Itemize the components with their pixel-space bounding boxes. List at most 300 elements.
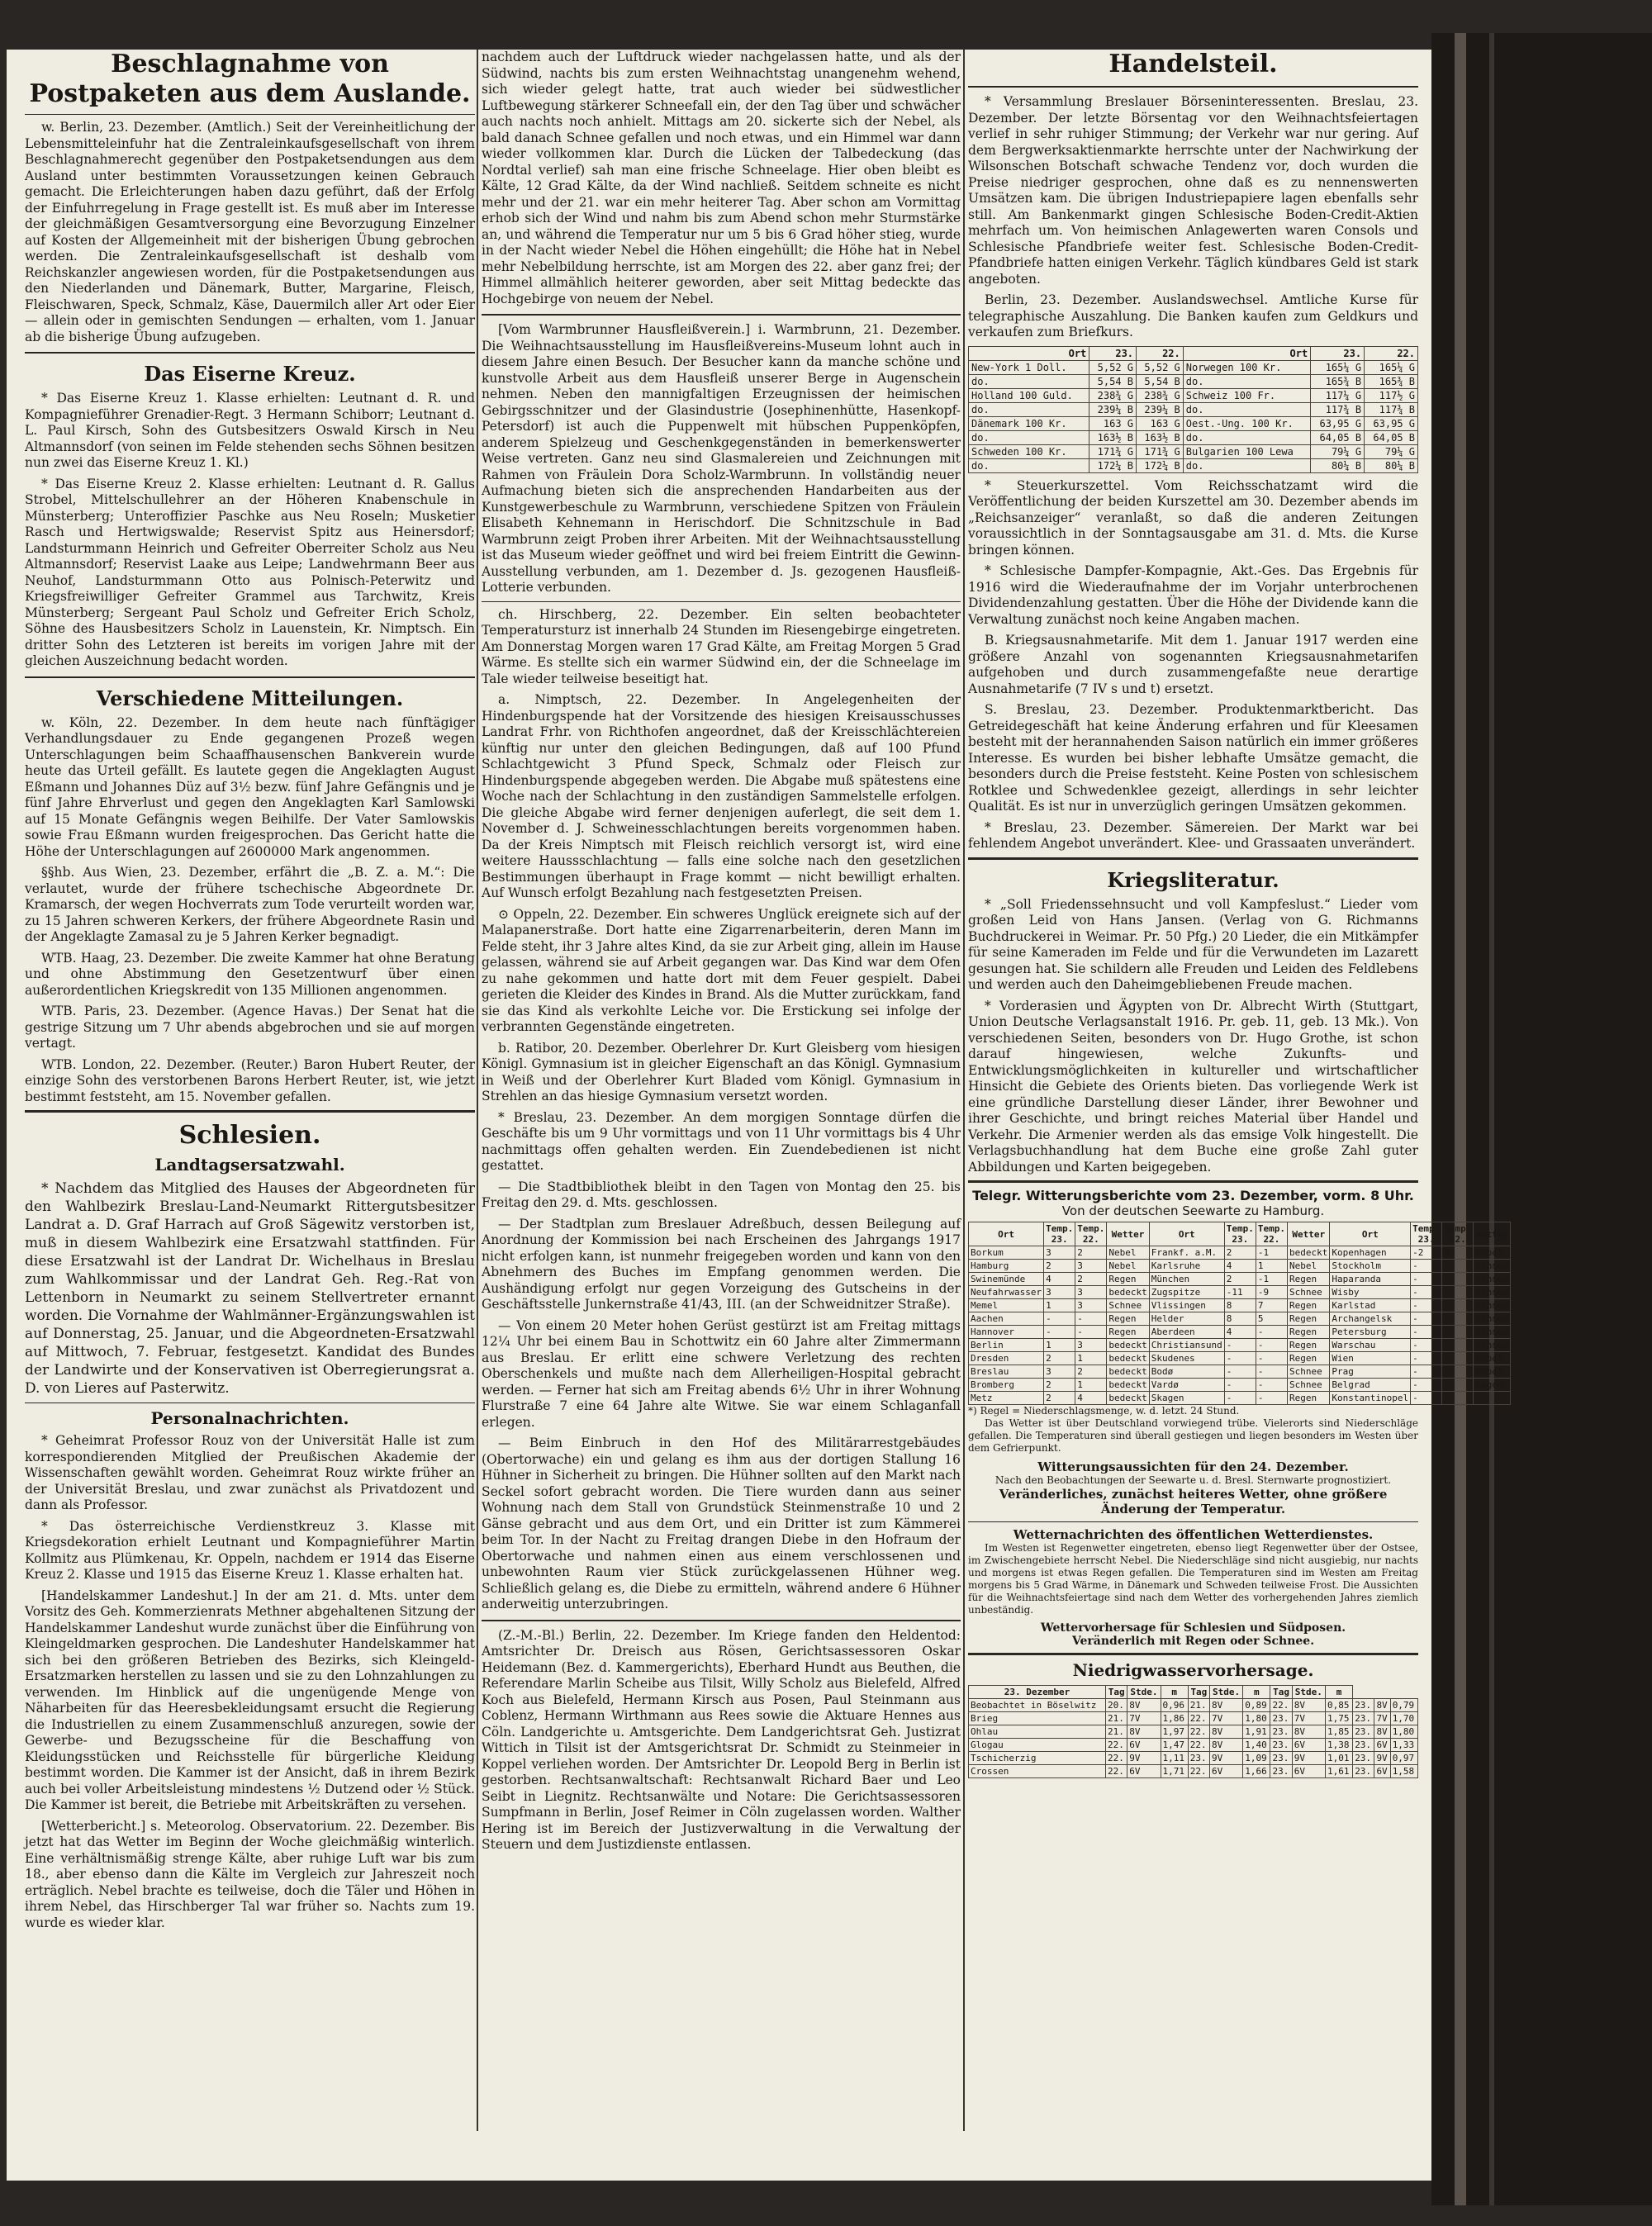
table-cell: 23. bbox=[1270, 1765, 1292, 1778]
table-cell: 64,05 B bbox=[1311, 430, 1365, 444]
table-cell: Aberdeen bbox=[1149, 1326, 1224, 1339]
table-cell: 1,91 bbox=[1243, 1725, 1270, 1739]
table-header-cell: Stde. bbox=[1127, 1686, 1161, 1699]
table-cell: Schweiz 100 Fr. bbox=[1183, 388, 1310, 402]
article-haag: WTB. Haag, 23. Dezember. Die zweite Kammer hat ohne Beratung und ohne Abstimmung den Gesetzentwurf über einen außerordentlichen Kriegskredit von 135 Millionen angenommen. bbox=[25, 950, 475, 998]
table-cell: 4 bbox=[1224, 1326, 1256, 1339]
table-cell: 5,54 B bbox=[1089, 374, 1137, 388]
table-header-cell: Stde. bbox=[1292, 1686, 1325, 1699]
table-cell: 80¼ B bbox=[1365, 458, 1418, 472]
table-cell: Schnee bbox=[1288, 1365, 1330, 1379]
table-cell: 5,54 B bbox=[1137, 374, 1184, 388]
headline-schlesien: Schlesien. bbox=[178, 1121, 321, 1150]
table-header-cell: Wetter bbox=[1107, 1222, 1149, 1246]
table-row bbox=[969, 458, 1418, 472]
table-cell: Schnee bbox=[1474, 1260, 1511, 1273]
table-cell: -9 bbox=[1256, 1286, 1287, 1299]
article-kreuz-2: * Das Eiserne Kreuz 2. Klasse erhielten: Leutnant d. R. Gallus Strobel, Mittelschullehrer an der Höheren Knabenschule in Münsterberg; Unteroffizier Paschke aus Neu Roseln; Musketier Rasch und Hertwigswalde; Reservist Spitz aus Heinersdorf; Landsturmmann Heinrich und Gefreiter Oberreiter Scholz aus Neu Altmannsdorf; Reservist Laake aus Leipe; Landwehrmann Beer aus Neuhof, Landsturmmann Otto aus Polnisch-Peterwitz und Kriegsfreiwilliger Gefreiter Grammel aus Tarchwitz, Kreis Münsterberg; Sergeant Paul Scholz und Gefreiter Erich Scholz, Söhne des Hausbesitzers Scholz in Lauenstein, Kr. Nimptsch. Ein dritter Sohn des Letzteren ist bereits im vorigen Jahre mit der gleichen Auszeichnung bedacht worden. bbox=[25, 476, 475, 668]
table-cell: Regen bbox=[1288, 1312, 1330, 1326]
table-header-cell: Temp. 23. bbox=[1411, 1222, 1442, 1246]
table-cell: Dänemark 100 Kr. bbox=[969, 416, 1089, 430]
table-cell: 23. bbox=[1270, 1712, 1292, 1725]
weather-official-title: Wetternachrichten des öffentlichen Wetterdienstes. bbox=[1013, 1527, 1374, 1542]
table-header-cell: Wetter bbox=[1474, 1222, 1511, 1246]
table-cell: - bbox=[1442, 1352, 1474, 1365]
table-cell: bedeckt bbox=[1107, 1286, 1149, 1299]
table-cell: Regen bbox=[1288, 1299, 1330, 1312]
table-row bbox=[969, 1365, 1511, 1379]
table-header-cell: Stde. bbox=[1210, 1686, 1243, 1699]
table-cell: 21. bbox=[1106, 1712, 1127, 1725]
table-cell: 117¼ G bbox=[1311, 388, 1365, 402]
table-header-cell: Temp. 23. bbox=[1044, 1222, 1075, 1246]
article-krieg-2: * Vorderasien und Ägypten von Dr. Albrecht Wirth (Stuttgart, Union Deutsche Verlagsanstalt 1916. Pr. geb. 11, geb. 13 Mk.). Von verschiedenen Seiten, besonders von Dr. Hugo Grothe, ist schon darauf hingewiesen, welche Zukunfts- und Entwicklungsmöglichkeiten in kultureller und wirtschaftlicher Hinsicht die Gebiete des Orients bieten. Das vorliegende Werk ist eine gründliche Darstellung dieser Länder, ihrer Bewohner und ihrer Geschichte, und bringt reiches Material über Handel und Verkehr. Die Armenier werden als das emsige Volk hingestellt. Die Verlagsbuchhandlung hat dem Buche eine große Zahl guter Abbildungen und Karten beigegeben. bbox=[968, 998, 1418, 1175]
article-dampfer: * Schlesische Dampfer-Kompagnie, Akt.-Ges. Das Ergebnis für 1916 wird die Wiederaufnahme der im Vorjahr unterbrochenen Dividendenzahlung gestatten. Über die Höhe der Dividende kann die Verwaltung zunächst noch keine Angaben machen. bbox=[968, 563, 1418, 627]
table-row bbox=[969, 416, 1418, 430]
table-header-cell: Tag bbox=[1270, 1686, 1292, 1699]
table-cell: Wien bbox=[1330, 1352, 1411, 1365]
table-row bbox=[969, 402, 1418, 416]
table-cell: Regen bbox=[1288, 1273, 1330, 1286]
table-cell: 23. bbox=[1353, 1752, 1374, 1765]
table-row bbox=[969, 1379, 1511, 1392]
table-cell: 8V bbox=[1292, 1699, 1325, 1712]
table-cell: - bbox=[1474, 1392, 1511, 1405]
article-kreuz-1: * Das Eiserne Kreuz 1. Klasse erhielten: Leutnant d. R. und Kompagnieführer Grenadier-Regt. 3 Hermann Schiborr; Leutnant d. L. Paul Kirsch, Sohn des Gutsbesitzers Oswald Kirsch in Neu Altmannsdorf (von seinen im Felde stehenden sechs Söhnen besitzen nun zwei das Eiserne Kreuz 1. Kl.) bbox=[25, 391, 475, 470]
table-cell: 8V bbox=[1210, 1739, 1243, 1752]
table-cell: 2 bbox=[1044, 1379, 1075, 1392]
table-cell: 3 bbox=[1075, 1260, 1107, 1273]
headline-kriegsliteratur: Kriegsliteratur. bbox=[1107, 867, 1279, 892]
table-header-cell: 23. Dezember bbox=[969, 1686, 1106, 1699]
table-cell: Warschau bbox=[1330, 1339, 1411, 1352]
table-header-cell: Temp. 22. bbox=[1075, 1222, 1107, 1246]
table-cell: Ohlau bbox=[969, 1725, 1106, 1739]
article-justiz: (Z.-M.-Bl.) Berlin, 22. Dezember. Im Kriege fanden den Heldentod: Amtsrichter Dr. Dreisch aus Rösen, Gerichtsassessoren Oskar Heidemann (Bez. d. Kammergerichts), Eberhard Hundt aus Beuthen, die Referendare Marlin Scheibe aus Tilsit, Willy Scholz aus Bielefeld, Alfred Koch aus Bielefeld, Hermann Kirsch aus Posen, Paul Steinmann aus Coblenz, Hermann Wirthmann aus Rees sowie die Aktuare Hennes aus Cöln. Landgerichte u. Amtsgerichte. Dem Landgerichtsrat Geh. Justizrat Wittich in Tilsit ist der Amtsgerichtsrat Dr. Schmidt zu Steinmeier in Koppel verliehen worden. Der Amtsrichter Dr. Leopold Berg in Berlin ist gestorben. Rechtsanwaltschaft: Rechtsanwalt Richard Baer und Leo Seibt in Liegnitz. Rechtsanwälte und Notare: Die Gerichtsassessoren Sumpfmann in Berlin, Josef Reimer in Cöln zugelassen worden. Walther Hering ist im Bereich der Justizverwaltung in die Verwaltung der Steuern und dem Justizdienste entlassen. bbox=[482, 1627, 961, 1852]
table-cell: - bbox=[1411, 1326, 1442, 1339]
table-cell: - bbox=[1256, 1339, 1287, 1352]
table-row bbox=[969, 1725, 1418, 1739]
table-cell: Schnee bbox=[1474, 1273, 1511, 1286]
table-cell: Nebel bbox=[1474, 1352, 1511, 1365]
table-cell: Bulgarien 100 Lewa bbox=[1183, 444, 1310, 458]
table-cell: 22. bbox=[1270, 1699, 1292, 1712]
table-cell: 117¾ B bbox=[1311, 402, 1365, 416]
table-cell: Schnee bbox=[1474, 1312, 1511, 1326]
table-cell: Bodø bbox=[1149, 1365, 1224, 1379]
article-koeln: w. Köln, 22. Dezember. In dem heute nach fünftägiger Verhandlungsdauer zu Ende gegangenen Prozeß wegen Unterschlagungen beim Schaaffhausenschen Bankverein wurde heute das Urteil gefällt. Es lautete gegen die Angeklagten August Eßmann und Johannes Düz auf 3½ bezw. fünf Jahre Gefängnis und je fünf Jahre Ehrverlust und gegen den Angeklagten Karl Samlowski auf 15 Monate Gefängnis wegen Beihilfe. Der Vater Samlowskis sowie Frau Eßmann wurden freigesprochen. Das Gericht hatte die Höhe der Unterschlagungen auf 2600000 Mark angenommen. bbox=[25, 714, 475, 859]
weather-outlook: Veränderliches, zunächst heiteres Wetter, ohne größere Änderung der Temperatur. bbox=[999, 1487, 1388, 1516]
table-cell: 2 bbox=[1224, 1273, 1256, 1286]
table-header-cell: 23. bbox=[1311, 346, 1365, 360]
table-cell: 1 bbox=[1044, 1299, 1075, 1312]
table-cell: Dresden bbox=[969, 1352, 1044, 1365]
table-cell: Belgrad bbox=[1330, 1379, 1411, 1392]
table-cell: 2 bbox=[1044, 1260, 1075, 1273]
table-cell: Brieg bbox=[969, 1712, 1106, 1725]
table-cell: Zugspitze bbox=[1149, 1286, 1224, 1299]
table-cell: Helder bbox=[1149, 1312, 1224, 1326]
table-cell: 22. bbox=[1106, 1739, 1127, 1752]
table-cell: - bbox=[1442, 1260, 1474, 1273]
table-cell: - bbox=[1411, 1365, 1442, 1379]
table-cell: Bromberg bbox=[969, 1379, 1044, 1392]
table-cell: 1,80 bbox=[1243, 1712, 1270, 1725]
table-cell: 117½ G bbox=[1365, 388, 1418, 402]
table-cell: Schnee bbox=[1474, 1326, 1511, 1339]
table-cell: Petersburg bbox=[1330, 1326, 1411, 1339]
article-hirschberg: ch. Hirschberg, 22. Dezember. Ein selten beobachteter Temperatursturz ist innerhalb 24 Stunden im Riesengebirge eingetreten. Am Donnerstag Morgen waren 17 Grad Kälte, am Freitag Morgen 5 Grad Wärme. Es stellte sich ein warmer Südwind ein, der die Schneelage im Tale wieder teilweise beseitigt hat. bbox=[482, 606, 961, 686]
water-table bbox=[968, 1685, 1418, 1778]
table-cell: 8 bbox=[1224, 1299, 1256, 1312]
table-cell: Konstantinopel bbox=[1330, 1392, 1411, 1405]
table-cell: Regen bbox=[1288, 1339, 1330, 1352]
table-cell: 1,40 bbox=[1243, 1739, 1270, 1752]
table-cell: Christiansund bbox=[1149, 1339, 1224, 1352]
table-row bbox=[969, 1392, 1511, 1405]
article-breslau-1: * Breslau, 23. Dezember. An dem morgigen Sonntage dürfen die Geschäfte bis um 9 Uhr vormittags und von 11 Uhr vormittags bis 4 Uhr nachmittags offen gehalten werden. Ein Zuendebedienen ist nicht gestattet. bbox=[482, 1109, 961, 1173]
table-cell: Schnee bbox=[1474, 1286, 1511, 1299]
table-cell: bedeckt bbox=[1107, 1379, 1149, 1392]
table-cell: 165¾ B bbox=[1311, 374, 1365, 388]
table-cell: 7V bbox=[1127, 1712, 1161, 1725]
table-cell: Hamburg bbox=[969, 1260, 1044, 1273]
table-cell: -1 bbox=[1256, 1246, 1287, 1260]
table-cell: 1,71 bbox=[1161, 1765, 1188, 1778]
table-cell: 22. bbox=[1188, 1739, 1209, 1752]
table-row bbox=[969, 1312, 1511, 1326]
table-cell: 171¾ G bbox=[1137, 444, 1184, 458]
article-warmbrunn: [Vom Warmbrunner Hausfleißverein.] i. Warmbrunn, 21. Dezember. Die Weihnachtsausstellung im Hausfleißvereins-Museum lohnt auch in diesem Jahre einen Besuch. Der Besucher kann da manche schöne und kunstvolle Arbeit aus dem Hausfleiß unserer Berge in Augenschein nehmen. Neben den mannigfaltigen Erzeugnissen der heimischen Gebirgsschnitzer und der Glasindustrie (Josephinenhütte, Hasenkopf-Petersdorf) ist auch die Puppenwelt mit hübschen Puppenköpfen, anderem Spielzeug und Geschenkgegenständen in bemerkenswerter Weise vertreten. Ganz neu sind Glasmalereien und Zeichnungen mit Rahmen von Fräulein Dora Scholz-Warmbrunn. In vollständig neuer Aufmachung bieten sich die ansprechenden Handarbeiten aus der Kunstgewerbeschule zu Warmbrunn, verschiedene Spitzen von Fräulein Elisabeth Kehnemann in Herischdorf. Die Schnitzschule in Bad Warmbrunn zeigt Proben ihrer Arbeiten. Mit der Weihnachtsausstellung ist das Museum wieder geöffnet und wird bei freiem Eintritt die Gewinn-Ausstellung verbunden, am 1. Dezember d. Js. gezogenen Hausfleiß-Lotterie verbunden. bbox=[482, 322, 961, 595]
table-cell: 1,58 bbox=[1390, 1765, 1417, 1778]
table-cell: 3 bbox=[1075, 1299, 1107, 1312]
table-cell: Metz bbox=[969, 1392, 1044, 1405]
table-cell: 2 bbox=[1044, 1352, 1075, 1365]
table-cell: - bbox=[1411, 1312, 1442, 1326]
article-personal-1: * Geheimrat Professor Rouz von der Universität Halle ist zum korrespondierenden Mitglied der Preußischen Akademie der Wissenschaften gewählt worden. Geheimrat Rouz wirkte früher an der Universität Breslau, und zwar zunächst als Privatdozent und dann als Professor. bbox=[25, 1433, 475, 1512]
table-cell: - bbox=[1442, 1299, 1474, 1312]
article-boerse: * Versammlung Breslauer Börseninteressenten. Breslau, 23. Dezember. Der letzte Börsentag vor den Weihnachtsfeiertagen verlief in sehr ruhiger Stimmung; der Verkehr war nur gering. Auf dem Bergwerksaktienmarkte herrschte unter der Nachwirkung der Wilsonschen Botschaft schwache Tendenz vor, doch wurden die Preise niedriger gesprochen, ohne daß es zu nennenswerten Umsätzen kam. Die übrigen Industriepapiere lagen ebenfalls sehr still. Am Bankenmarkt gingen Schlesische Boden-Credit-Aktien mehrfach um. Von heimischen Anlagewerten waren Consols und Schlesische Pfandbriefe weiter fest. Schlesische Boden-Credit-Pfandbriefe hatten einigen Verkehr. Täglich kündbares Geld ist stark angeboten. bbox=[968, 94, 1418, 287]
article-ratibor: b. Ratibor, 20. Dezember. Oberlehrer Dr. Kurt Gleisberg vom hiesigen Königl. Gymnasium ist in gleicher Eigenschaft an das Königl. Gymnasium in Weiß und der Oberlehrer Kurt Bladed vom Königl. Gymnasium in Strehlen an das hiesige Gymnasium versetzt worden. bbox=[482, 1040, 961, 1104]
table-cell: Schnee bbox=[1474, 1339, 1511, 1352]
table-cell: 8V bbox=[1210, 1699, 1243, 1712]
table-cell: do. bbox=[1183, 458, 1310, 472]
table-row bbox=[969, 360, 1418, 374]
table-cell: Regen bbox=[1288, 1326, 1330, 1339]
table-cell: 1 bbox=[1075, 1379, 1107, 1392]
table-row bbox=[969, 1712, 1418, 1725]
headline-landtagsersatzwahl: Landtagsersatzwahl. bbox=[154, 1155, 345, 1175]
table-cell: 22. bbox=[1106, 1752, 1127, 1765]
table-cell: 23. bbox=[1270, 1739, 1292, 1752]
table-cell: 1,80 bbox=[1390, 1725, 1417, 1739]
table-cell: 8V bbox=[1127, 1725, 1161, 1739]
table-cell: 2 bbox=[1075, 1273, 1107, 1286]
table-cell: - bbox=[1256, 1392, 1287, 1405]
table-cell: - bbox=[1044, 1312, 1075, 1326]
table-cell: 7V bbox=[1292, 1712, 1325, 1725]
table-cell: 1 bbox=[1256, 1260, 1287, 1273]
table-cell: - bbox=[1256, 1379, 1287, 1392]
table-cell: 1,75 bbox=[1325, 1712, 1352, 1725]
table-header-cell: Ort bbox=[1149, 1222, 1224, 1246]
table-cell: Vlissingen bbox=[1149, 1299, 1224, 1312]
table-header-row bbox=[969, 1686, 1418, 1699]
weather-table bbox=[968, 1222, 1511, 1405]
weather-title: Telegr. Witterungsberichte vom 23. Dezember, vorm. 8 Uhr. bbox=[972, 1188, 1414, 1203]
table-cell: 117¾ B bbox=[1365, 402, 1418, 416]
table-row bbox=[969, 430, 1418, 444]
headline-niedrigwasser: Niedrigwasservorhersage. bbox=[1072, 1660, 1314, 1680]
table-cell: Regen bbox=[1474, 1379, 1511, 1392]
table-cell: 6V bbox=[1292, 1739, 1325, 1752]
table-cell: bedeckt bbox=[1107, 1392, 1149, 1405]
table-cell: 7V bbox=[1374, 1712, 1390, 1725]
table-cell: 3 bbox=[1044, 1365, 1075, 1379]
table-cell: 1 bbox=[1044, 1339, 1075, 1352]
headline-mitteilungen: Verschiedene Mitteilungen. bbox=[96, 686, 404, 710]
article-wetter-cont: nachdem auch der Luftdruck wieder nachgelassen hatte, und als der Südwind, nachts bis zum ersten Weihnachtstag unangenehm wehend, sich wieder gelegt hatte, trat auch wieder bei südwestlicher Luftbewegung stärkerer Schneefall ein, der den Tag über und schwächer auch nachts noch anhielt. Mittags am 20. sickerte sich der Nebel, als bald danach Schnee gefallen und noch etwas, und ein Himmel war dann wieder vollkommen klar. Durch die Lücken der Talbedeckung (das Nordtal verlief) sah man eine frische Schneelage. Hier oben bleibt es Kälte, 12 Grad Kälte, da der Wind nachließ. Seitdem schneite es nicht mehr und der 21. war ein mehr heiterer Tag. Aber schon am Vormittag erhob sich der Wind und nahm bis zum Abend schon mehr Sturmstärke an, und während die Temperatur nur um 5 bis 6 Grad höher stieg, wurde in der Nacht wieder Nebel die Höhen eingehüllt; die Höhe hat in Nebel mehr Nebelbildung herrschte, ist am Morgen des 22. aber ganz frei; der Himmel allmählich heiterer geworden, aber seit Mittag bedeckte das Hochgebirge von neuem der Nebel. bbox=[482, 50, 961, 306]
table-cell: - bbox=[1256, 1352, 1287, 1365]
table-cell: 7 bbox=[1256, 1299, 1287, 1312]
column-rule bbox=[963, 50, 965, 2131]
article-nimptsch: a. Nimptsch, 22. Dezember. In Angelegenheiten der Hindenburgspende hat der Vorsitzende des hiesigen Kreisausschusses Landrat Frhr. von Richthofen angeordnet, daß der Kreisschlächtereien künftig nur unter den gleichen Bedingungen, daß auf 100 Pfund Schlachtgewicht 3 Pfund Speck, Schmalz oder Fleisch zur Hindenburgspende abgegeben werden. Die Abgabe muß spätestens eine Woche nach der Schlachtung in den zuständigen Sammelstelle erfolgen. Die gleiche Abgabe wird ferner denjenigen auferlegt, die seit dem 1. November d. J. Schweinesschlachtungen bereits vorgenommen haben. Da der Kreis Nimptsch mit Fleisch reichlich versorgt ist, wird eine weitere Haussschlachtung — falls eine solche nach den gesetzlichen Bestimmungen überhaupt in Frage kommt — nicht bewilligt erhalten. Auf Wunsch erfolgt Bezahlung nach festgesetzten Preisen. bbox=[482, 692, 961, 900]
table-cell: do. bbox=[1183, 430, 1310, 444]
table-cell: Nebel bbox=[1107, 1260, 1149, 1273]
article-personal-2: * Das österreichische Verdienstkreuz 3. Klasse mit Kriegsdekoration erhielt Leutnant und Kompagnieführer Martin Kollmitz aus Plümkenau, Kr. Oppeln, nachdem er 1914 das Eiserne Kreuz 2. Klasse und 1915 das Eiserne Kreuz 1. Klasse erhalten hat. bbox=[25, 1518, 475, 1582]
article-breslau-3: — Der Stadtplan zum Breslauer Adreßbuch, dessen Beilegung auf Anordnung der Kommission bei nach Erscheinen des Jahrgangs 1917 nicht erfolgen kann, ist nunmehr freigegeben worden und kann von den Abnehmern des Buches im Empfang genommen werden. Die Aushändigung erfolgt nur gegen Vorzeigung des Gutscheins in der Geschäftsstelle Junkernstraße 41/43, III. (an der Schweidnitzer Straße). bbox=[482, 1216, 961, 1312]
table-row bbox=[969, 1752, 1418, 1765]
table-cell: 4 bbox=[1044, 1273, 1075, 1286]
table-cell: - bbox=[1411, 1392, 1442, 1405]
table-cell: Regen bbox=[1107, 1273, 1149, 1286]
table-header-cell: 22. bbox=[1137, 346, 1184, 360]
table-cell: - bbox=[1075, 1326, 1107, 1339]
table-cell: 9V bbox=[1374, 1752, 1390, 1765]
table-cell: 23. bbox=[1353, 1739, 1374, 1752]
table-row bbox=[969, 1273, 1511, 1286]
table-cell: 239¼ B bbox=[1137, 402, 1184, 416]
table-cell: 1,11 bbox=[1161, 1752, 1188, 1765]
table-row bbox=[969, 444, 1418, 458]
table-cell: 8V bbox=[1374, 1699, 1390, 1712]
table-cell: - bbox=[1411, 1352, 1442, 1365]
table-cell: 6V bbox=[1210, 1765, 1243, 1778]
table-header-cell: Temp. 23. bbox=[1224, 1222, 1256, 1246]
table-cell: - bbox=[1411, 1339, 1442, 1352]
table-cell: Neufahrwasser bbox=[969, 1286, 1044, 1299]
table-row bbox=[969, 1326, 1511, 1339]
table-cell: Crossen bbox=[969, 1765, 1106, 1778]
table-cell: - bbox=[1044, 1326, 1075, 1339]
table-cell: 4 bbox=[1224, 1260, 1256, 1273]
article-wetterbericht: [Wetterbericht.] s. Meteorolog. Observatorium. 22. Dezember. Bis jetzt hat das Wetter im Beginn der Woche gleichmäßig winterlich. Eine verhältnismäßig strenge Kälte, aber ruhige Luft war bis zum 18., aber ebenso dann die Kälte im Vergleich zur Jahreszeit noch erträglich. Nebel brachte es teilweise, doch die Täler und Höhen in ihrem Nebel, das Hirschberger Tal war früher so. Nachts zum 19. wurde es wieder klar. bbox=[25, 1818, 475, 1930]
table-cell: 1,01 bbox=[1325, 1752, 1352, 1765]
table-cell: 1,97 bbox=[1161, 1725, 1188, 1739]
table-cell: - bbox=[1442, 1273, 1474, 1286]
article-oppeln: ⊙ Oppeln, 22. Dezember. Ein schweres Unglück ereignete sich auf der Malapanerstraße. Dort hatte eine Zigarrenarbeiterin, deren Mann im Felde steht, ihr 3 Jahre altes Kind, da sie zur Arbeit ging, allein im Hause gelassen, während sie auf Arbeit gegangen war. Das Kind war dem Ofen zu nahe gekommen und hatte dort mit dem Feuer gespielt. Dabei gerieten die Kleider des Kindes in Brand. Als die Mutter zurückkam, fand sie das Kind als verkohlte Leiche vor. Die Erstickung sei infolge der verbrannten Gegenstände eingetreten. bbox=[482, 906, 961, 1034]
table-cell: 5,52 G bbox=[1137, 360, 1184, 374]
column-middle bbox=[482, 50, 961, 2131]
forecast-text: Veränderlich mit Regen oder Schnee. bbox=[1071, 1635, 1315, 1648]
table-cell: - bbox=[1224, 1365, 1256, 1379]
table-cell: Kopenhagen bbox=[1330, 1246, 1411, 1260]
table-cell: 8V bbox=[1127, 1699, 1161, 1712]
table-cell: 80¼ B bbox=[1311, 458, 1365, 472]
table-cell: - bbox=[1442, 1365, 1474, 1379]
table-cell: - bbox=[1075, 1312, 1107, 1326]
table-cell: 9V bbox=[1292, 1752, 1325, 1765]
table-cell: 2 bbox=[1075, 1365, 1107, 1379]
table-cell: 238¾ G bbox=[1137, 388, 1184, 402]
headline-personalnachrichten: Personalnachrichten. bbox=[150, 1408, 349, 1428]
table-header-cell: Wetter bbox=[1288, 1222, 1330, 1246]
table-cell: New-York 1 Doll. bbox=[969, 360, 1089, 374]
table-cell: -2 bbox=[1411, 1246, 1442, 1260]
article-kriegstarife: B. Kriegsausnahmetarife. Mit dem 1. Januar 1917 werden eine größere Anzahl von sogenannten Kriegsausnahmetarifen aufgehoben und durch zusammengefaßte neue derartige Ausnahmetarife (7 IV s und t) ersetzt. bbox=[968, 633, 1418, 696]
weather-outlook-title: Witterungsaussichten für den 24. Dezember. bbox=[1037, 1459, 1349, 1474]
table-cell: Schnee bbox=[1107, 1299, 1149, 1312]
table-cell: 23. bbox=[1270, 1752, 1292, 1765]
table-header-cell: m bbox=[1325, 1686, 1352, 1699]
table-cell: do. bbox=[1183, 374, 1310, 388]
table-cell: 21. bbox=[1106, 1725, 1127, 1739]
table-cell: do. bbox=[969, 402, 1089, 416]
table-cell: 22. bbox=[1106, 1765, 1127, 1778]
table-row bbox=[969, 1286, 1511, 1299]
table-row bbox=[969, 1339, 1511, 1352]
table-cell: - bbox=[1411, 1379, 1442, 1392]
table-row bbox=[969, 1352, 1511, 1365]
table-cell: 3 bbox=[1442, 1246, 1474, 1260]
table-cell: 64,05 B bbox=[1365, 430, 1418, 444]
table-cell: 23. bbox=[1353, 1699, 1374, 1712]
table-row bbox=[969, 374, 1418, 388]
table-cell: Prag bbox=[1330, 1365, 1411, 1379]
table-cell: 8 bbox=[1224, 1312, 1256, 1326]
table-cell: bedeckt bbox=[1107, 1365, 1149, 1379]
table-cell: 163 G bbox=[1137, 416, 1184, 430]
table-cell: - bbox=[1442, 1379, 1474, 1392]
weather-summary: Das Wetter ist über Deutschland vorwiegend trübe. Vielerorts sind Niederschläge gefallen. Die Temperaturen sind überall gestiegen und liegen besonders im Westen über dem Gefrierpunkt. bbox=[968, 1417, 1418, 1454]
table-row bbox=[969, 1699, 1418, 1712]
table-cell: Aachen bbox=[969, 1312, 1044, 1326]
table-cell: 172¼ B bbox=[1137, 458, 1184, 472]
table-cell: 239¼ B bbox=[1089, 402, 1137, 416]
table-cell: 0,89 bbox=[1243, 1699, 1270, 1712]
table-cell: 20. bbox=[1106, 1699, 1127, 1712]
table-header-cell: Ort bbox=[969, 346, 1089, 360]
table-cell: 23. bbox=[1188, 1752, 1209, 1765]
table-cell: 6V bbox=[1374, 1765, 1390, 1778]
table-header-cell: 23. bbox=[1089, 346, 1137, 360]
article-london: WTB. London, 22. Dezember. (Reuter.) Baron Hubert Reuter, der einzige Sohn des verstorbenen Barons Herbert Reuter, ist, wie jetzt bestimmt feststeht, am 15. November gefallen. bbox=[25, 1056, 475, 1104]
table-cell: -11 bbox=[1224, 1286, 1256, 1299]
table-cell: 6V bbox=[1292, 1765, 1325, 1778]
table-cell: do. bbox=[969, 374, 1089, 388]
table-cell: München bbox=[1149, 1273, 1224, 1286]
table-cell: 5,52 G bbox=[1089, 360, 1137, 374]
table-cell: 21. bbox=[1188, 1699, 1209, 1712]
table-cell: Schnee bbox=[1288, 1286, 1330, 1299]
table-cell: 6V bbox=[1374, 1739, 1390, 1752]
table-header-cell: Tag bbox=[1188, 1686, 1209, 1699]
table-cell: 1,70 bbox=[1390, 1712, 1417, 1725]
table-cell: 0,85 bbox=[1325, 1699, 1352, 1712]
table-cell: do. bbox=[1183, 402, 1310, 416]
article-saemereien: * Breslau, 23. Dezember. Sämereien. Der Markt war bei fehlendem Angebot unverändert. Klee- und Grassaaten unverändert. bbox=[968, 819, 1418, 851]
table-cell: 79¼ G bbox=[1311, 444, 1365, 458]
table-cell: 1,85 bbox=[1325, 1725, 1352, 1739]
table-header-cell: Ort bbox=[969, 1222, 1044, 1246]
table-cell: 0,79 bbox=[1390, 1699, 1417, 1712]
weather-official: Im Westen ist Regenwetter eingetreten, ebenso liegt Regenwetter über der Ostsee, im Zwischengebiete herrscht Nebel. Die Niederschläge sind nicht ausgiebig, nur nachts und morgens ist etwas Regen gefallen. Die Temperaturen sind im Westen am Freitag morgens bis 5 Grad Wärme, in Dänemark und Schweden teilweise Frost. Die Aussichten für die Weihnachtsfeiertage sind nach dem Wetter des vorhergehenden Jahres ziemlich unbeständig. bbox=[968, 1542, 1418, 1616]
article-paris: WTB. Paris, 23. Dezember. (Agence Havas.) Der Senat hat die gestrige Sitzung um 7 Uhr abends abgebrochen und sie auf morgen vertagt. bbox=[25, 1004, 475, 1051]
table-cell: 163 G bbox=[1089, 416, 1137, 430]
table-cell: 3 bbox=[1075, 1286, 1107, 1299]
table-cell: 22. bbox=[1188, 1765, 1209, 1778]
article-breslau-2: — Die Stadtbibliothek bleibt in den Tagen von Montag den 25. bis Freitag den 29. d. Mts. geschlossen. bbox=[482, 1179, 961, 1210]
table-cell: do. bbox=[969, 458, 1089, 472]
table-cell: 172¼ B bbox=[1089, 458, 1137, 472]
table-cell: Wisby bbox=[1330, 1286, 1411, 1299]
forecast-title: Wettervorhersage für Schlesien und Südposen. bbox=[1040, 1621, 1346, 1635]
table-cell: Memel bbox=[969, 1299, 1044, 1312]
table-cell: Beobachtet in Böselwitz bbox=[969, 1699, 1106, 1712]
article-breslau-4: — Von einem 20 Meter hohen Gerüst gestürzt ist am Freitag mittags 12¼ Uhr bei einem Bau in Schottwitz ein 60 Jahre alter Zimmermann aus Breslau. Er erlitt eine schwere Verletzung des rechten Oberschenkels und mußte nach dem Allerheiligen-Hospital gebracht werden. — Ferner hat sich am Freitag abends 6½ Uhr in ihrer Wohnung Flurstraße 7 eine 64 Jahre alte Witwe. Sie war einem Schlaganfall erlegen. bbox=[482, 1317, 961, 1430]
table-cell: 4 bbox=[1075, 1392, 1107, 1405]
table-cell: Regen bbox=[1288, 1352, 1330, 1365]
table-cell: Oest.-Ung. 100 Kr. bbox=[1183, 416, 1310, 430]
table-row bbox=[969, 1739, 1418, 1752]
table-cell: Schnee bbox=[1474, 1299, 1511, 1312]
article-auslandswechsel: Berlin, 23. Dezember. Auslandswechsel. Amtliche Kurse für telegraphische Auszahlung. Die Banken kaufen zum Geldkurs und verkaufen zum Briefkurs. bbox=[968, 292, 1418, 339]
table-cell: Skagen bbox=[1149, 1392, 1224, 1405]
weather-subtitle: Von der deutschen Seewarte zu Hamburg. bbox=[1061, 1203, 1325, 1218]
article-wien: §§hb. Aus Wien, 23. Dezember, erfährt die „B. Z. a. M.“: Die verlautet, wurde der frühere tschechische Abgeordnete Dr. Kramarsch, der wegen Hochverrats zum Tode verurteilt worden war, zu 15 Jahren schweren Kerkers, der frühere Abgeordnete Rasin und der Angeklagte Zamasal zu je 5 Jahren Kerker begnadigt. bbox=[25, 865, 475, 944]
table-cell: 22. bbox=[1188, 1725, 1209, 1739]
table-cell: 0,97 bbox=[1390, 1752, 1417, 1765]
table-cell: Vardø bbox=[1149, 1379, 1224, 1392]
table-cell: Regen bbox=[1288, 1392, 1330, 1405]
article-breslau-5: — Beim Einbruch in den Hof des Militärarrestgebäudes (Obertorwache) ein und gelang es ihm aus der dortigen Stallung 16 Hühner in Sicherheit zu bringen. Die Hühner sollten auf den Markt nach Seckel sofort gebracht worden. Die Tiere wurden dann aus seiner Wohnung nach dem Stall von Grundstück Steinmenstraße 10 und 2 Gänse gebracht und aus dem Ort, und ein Dritter ist zum Kämmerei beim Tor. In der Nacht zu Freitag drangen Diebe in den Hofraum der Obertorwache und nahmen einen aus einem verschlossenen und unbewohnten Raum vier Stück zurückgelassenen Hühner weg. Schließlich gelang es, die Diebe zu ermitteln, während andere 6 Hühner anderweitig unterzubringen. bbox=[482, 1436, 961, 1611]
table-cell: Swinemünde bbox=[969, 1273, 1044, 1286]
table-cell: -1 bbox=[1256, 1273, 1287, 1286]
table-cell: - bbox=[1442, 1339, 1474, 1352]
table-cell: - bbox=[1224, 1392, 1256, 1405]
table-cell: 8V bbox=[1292, 1725, 1325, 1739]
table-cell: 3 bbox=[1075, 1339, 1107, 1352]
table-cell: - bbox=[1224, 1339, 1256, 1352]
table-cell: - bbox=[1411, 1273, 1442, 1286]
article-krieg-1: * „Soll Friedenssehnsucht und voll Kampfeslust.“ Lieder vom großen Leid von Hans Jansen. (Verlag von G. Richmanns Buchdruckerei in Weimar. Pr. 50 Pfg.) 20 Lieder, die ein Mitkämpfer für seine Kameraden im Felde und für die Verwundeten im Lazarett gesungen hat. Sie schildern alle Freuden und Leiden des Feldlebens und werden auch den Daheimgebliebenen Freude machen. bbox=[968, 896, 1418, 992]
table-cell: - bbox=[1256, 1326, 1287, 1339]
column-right bbox=[968, 50, 1509, 2131]
table-cell: Borkum bbox=[969, 1246, 1044, 1260]
table-cell: 22. bbox=[1188, 1712, 1209, 1725]
table-cell: 1,09 bbox=[1243, 1752, 1270, 1765]
table-cell: - bbox=[1224, 1379, 1256, 1392]
table-cell: Frankf. a.M. bbox=[1149, 1246, 1224, 1260]
table-cell: Skudenes bbox=[1149, 1352, 1224, 1365]
headline-handelsteil: Handelsteil. bbox=[1108, 50, 1278, 78]
table-cell: Regen bbox=[1107, 1326, 1149, 1339]
weather-note: *) Regel = Niederschlagsmenge, w. d. letzt. 24 Stund. bbox=[968, 1405, 1240, 1417]
table-cell: 63,95 G bbox=[1365, 416, 1418, 430]
table-cell: Schweden 100 Kr. bbox=[969, 444, 1089, 458]
article-handelskammer: [Handelskammer Landeshut.] In der am 21. d. Mts. unter dem Vorsitz des Geh. Kommerzienrats Methner abgehaltenen Sitzung der Handelskammer Landeshut wurde zunächst über die Einführung von Kleingeldmarken gesprochen. Die Landeshuter Handelskammer hat sich bei den größeren Betrieben des Bezirks, sich Kleingeld-Ersatzmarken herstellen zu lassen und sie zu den Lohnzahlungen zu verwenden. Im Hinblick auf die ungenügende Menge von Näharbeiten für das Heeresbekleidungsamt ersucht die Regierung die Industriellen zu einem Zusammenschluß anzuregen, sowie der Gewerbe- und Bezugsscheine für die Beschaffung von Kleidungsstücken und Reichsstelle für bürgerliche Kleidung bestimmt worden. Die Kammer ist der Ansicht, daß in ihrem Bezirk auch bei voller Arbeitsleistung mindestens ½ Dutzend oder ½ Stück. Die Kammer ist bereit, die Betriebe mit Arbeitskräften zu versehen. bbox=[25, 1588, 475, 1812]
table-header-cell: Ort bbox=[1183, 346, 1310, 360]
